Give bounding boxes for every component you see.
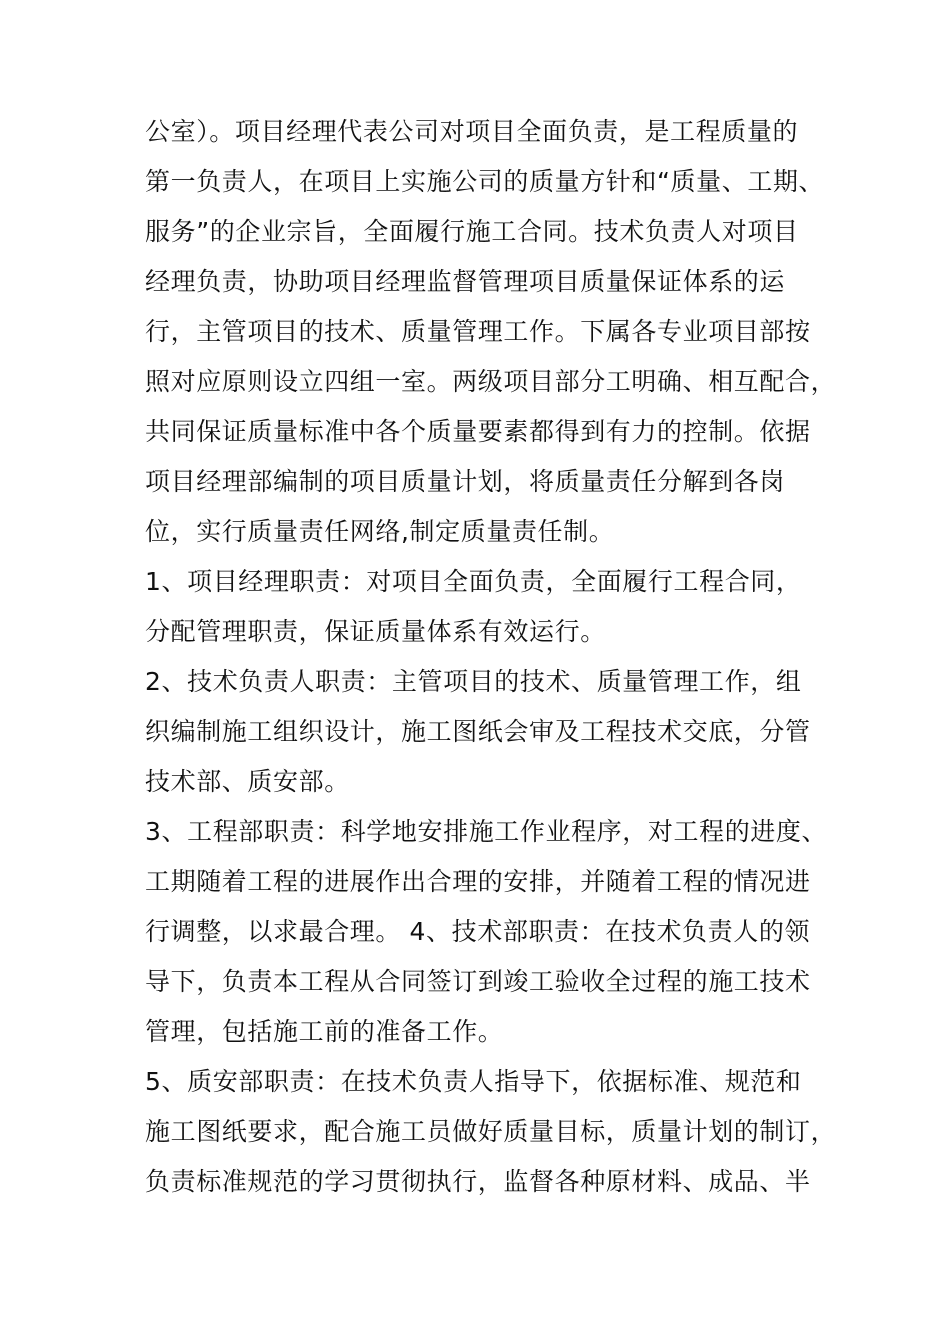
text-line: 共同保证质量标准中各个质量要素都得到有力的控制。依据 xyxy=(145,417,811,446)
text-line: 5、质安部职责：在技术负责人指导下，依据标准、规范和 xyxy=(145,1067,802,1096)
text-line: 第一负责人，在项目上实施公司的质量方针和“质量、工期、 xyxy=(145,167,825,196)
text-line: 照对应原则设立四组一室。两级项目部分工明确、相互配合， xyxy=(145,367,837,396)
text-line: 项目经理部编制的项目质量计划，将质量责任分解到各岗 xyxy=(145,467,786,496)
text-line: 工期随着工程的进展作出合理的安排，并随着工程的情况进 xyxy=(145,867,811,896)
text-line: 施工图纸要求，配合施工员做好质量目标，质量计划的制订， xyxy=(145,1117,837,1146)
text-line: 技术部、质安部。 xyxy=(145,767,350,796)
text-line: 行调整，以求最合理。 4、技术部职责：在技术负责人的领 xyxy=(145,917,811,946)
text-line: 公室）。项目经理代表公司对项目全面负责，是工程质量的 xyxy=(145,117,799,146)
text-line: 1、项目经理职责：对项目全面负责，全面履行工程合同， xyxy=(145,567,802,596)
text-line: 负责标准规范的学习贯彻执行，监督各种原材料、成品、半 xyxy=(145,1167,811,1196)
text-line: 2、技术负责人职责：主管项目的技术、质量管理工作，组 xyxy=(145,667,802,696)
text-line: 导下，负责本工程从合同签订到竣工验收全过程的施工技术 xyxy=(145,967,811,996)
text-line: 管理，包括施工前的准备工作。 xyxy=(145,1017,504,1046)
text-line: 行，主管项目的技术、质量管理工作。下属各专业项目部按 xyxy=(145,317,811,346)
text-line: 分配管理职责，保证质量体系有效运行。 xyxy=(145,617,606,646)
text-line: 经理负责，协助项目经理监督管理项目质量保证体系的运 xyxy=(145,267,786,296)
text-line: 3、工程部职责：科学地安排施工作业程序，对工程的进度、 xyxy=(145,817,828,846)
text-line: 服务”的企业宗旨，全面履行施工合同。技术负责人对项目 xyxy=(145,217,799,246)
text-line: 织编制施工组织设计，施工图纸会审及工程技术交底，分管 xyxy=(145,717,811,746)
text-line: 位，实行质量责任网络,制定质量责任制。 xyxy=(145,517,615,546)
